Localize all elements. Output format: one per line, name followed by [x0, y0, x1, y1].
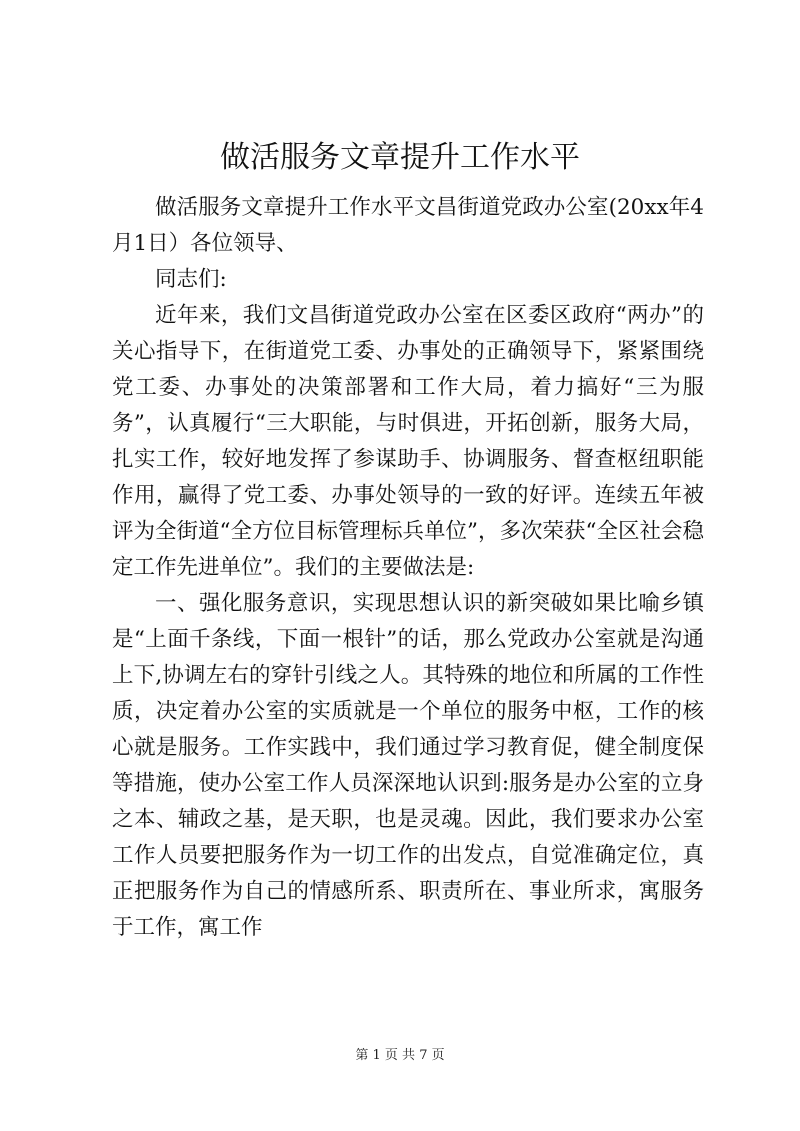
page-number-footer: 第 1 页 共 7 页 — [355, 1048, 445, 1063]
paragraph-section-one: 一、强化服务意识，实现思想认识的新突破如果比喻乡镇是“上面千条线，下面一根针”的话，那么党政办公室就是沟通上下,协调左右的穿针引线之人。其特殊的地位和所属的工作性质，决定着办公室的实质就是一个单位的服务中枢，工作的核心就是服务。工作实践中，我们通过学习教育促，健全制度保等措施，使办公室工作人员深深地认识到:服务是办公室的立身之本、辅政之基，是天职，也是灵魂。因此，我们要求办公室工作人员要把服务作为一切工作的出发点，自觉准确定位，真正把服务作为自己的情感所系、职责所在、事业所求，寓服务于工作，寓工作 — [112, 591, 704, 940]
paragraph-salutation: 同志们: — [155, 267, 227, 292]
paragraph-intro: 近年来，我们文昌街道党政办公室在区委区政府“两办”的关心指导下，在街道党工委、办事处的正确领导下，紧紧围绕党工委、办事处的决策部署和工作大局，着力搞好“三为服务”，认真履行“三大职能，与时俱进，开拓创新，服务大局，扎实工作，较好地发挥了参谋助手、协调服务、督查枢纽职能作用，赢得了党工委、办事处领导的一致的好评。连续五年被评为全街道“全方位目标管理标兵单位”，多次荣获“全区社会稳定工作先进单位”。我们的主要做法是: — [112, 303, 704, 580]
document-body — [112, 190, 704, 946]
paragraph-opening: 做活服务文章提升工作水平文昌街道党政办公室(20xx年4月1日）各位领导、 — [112, 195, 704, 256]
page-title: 做活服务文章提升工作水平 — [220, 140, 580, 175]
